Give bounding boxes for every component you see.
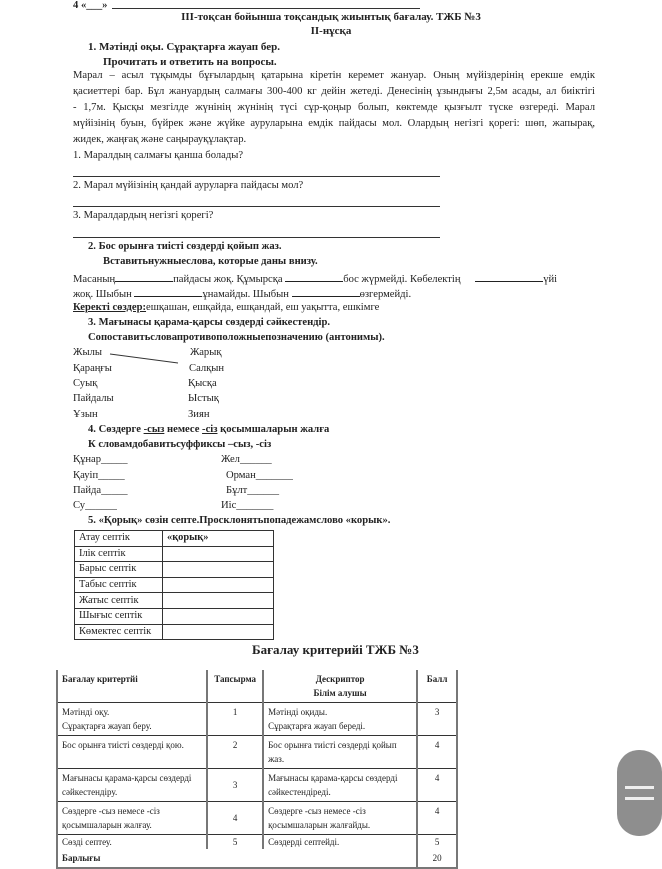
name-line [112, 8, 420, 9]
word-bank-label: Керекті сөздер: [73, 302, 147, 313]
criterion: Бос орынға тиісті сөздерді қою. [57, 736, 207, 769]
blank[interactable] [115, 272, 173, 282]
suffix-item[interactable]: Орман_______ [226, 470, 293, 481]
criterion: Мәтінді оқу. Сұрақтарға жауап беру. [57, 703, 207, 736]
suffix-item[interactable]: Қауіп_____ [73, 470, 125, 481]
case-answer[interactable] [163, 546, 274, 562]
case-answer[interactable]: «қорық» [163, 531, 274, 547]
score: 4 [417, 736, 457, 769]
criteria-table [56, 670, 458, 869]
descriptor: Сөздерді септейді. [263, 835, 417, 850]
descriptor: Мәтінді оқиды. Сұрақтарға жауап береді. [263, 703, 417, 736]
page-title: ІІІ-тоқсан бойынша тоқсандық жиынтық бағалау. ТЖБ №3 [181, 11, 481, 23]
table-row [57, 835, 457, 850]
task2-subtitle: Вставитьнужныеслова, которые даны внизу. [103, 256, 318, 267]
variant-label: ІІ-нұсқа [310, 25, 352, 37]
text-line: - 1,7м. Қысқы мезгілде жүнінің жүнінің түсі сұр-қоңыр болып, көктемде қызғылт түске өзгереді. Марал [73, 102, 595, 113]
answer-line-1[interactable] [73, 176, 440, 177]
task-number: 2 [207, 736, 263, 769]
blank[interactable] [285, 272, 343, 282]
declension-table [74, 530, 274, 640]
case-name: Барыс септік [75, 562, 163, 578]
answer-line-3[interactable] [73, 237, 440, 238]
text: үйі [543, 274, 558, 285]
suffix-item[interactable]: Су______ [73, 500, 117, 511]
menu-scroll-button[interactable] [617, 750, 662, 836]
case-name: Жатыс септік [75, 593, 163, 609]
header-task: Тапсырма [207, 670, 263, 703]
suffix-item[interactable]: Пайда_____ [73, 485, 128, 496]
task1-title: 1. Мәтінді оқы. Сұрақтарға жауап бер. [88, 41, 280, 53]
blank[interactable] [475, 272, 543, 282]
score: 3 [417, 703, 457, 736]
task2-title: 2. Бос орынға тиісті сөздерді қойып жаз. [88, 241, 282, 252]
menu-icon [625, 797, 654, 800]
text: бос жүрмейді. Көбелектің [343, 274, 461, 285]
case-answer[interactable] [163, 608, 274, 624]
question-2: 2. Марал мүйізінің қандай ауруларға пайдасы мол? [73, 180, 304, 191]
question-3: 3. Маралдардың негізгі қорегі? [73, 210, 214, 221]
right-word: Зиян [188, 409, 210, 420]
text: өзгермейді. [359, 289, 412, 300]
text: Масаның [73, 274, 116, 285]
task-number: 4 [207, 802, 263, 835]
descriptor: Мағынасы қарама-қарсы сөздерді сәйкестендіреді. [263, 769, 417, 802]
total-label: Барлығы [57, 849, 417, 868]
case-answer[interactable] [163, 624, 274, 640]
fill-sentence-2 [73, 287, 411, 300]
text-line: мүйізінің буын, бүйрек және жүйке ауруларына емдік пайдасы мол. Олардың негізгі қорегі: шөп, жапырақ, [73, 118, 595, 129]
answer-line-2[interactable] [73, 206, 440, 207]
criteria-title: Бағалау критерийі ТЖБ №3 [252, 642, 419, 657]
text-line: қасиеттері бар. Бұл жануардың салмағы 300-400 кг дейін жетеді. Денесінің ұзындығы 2,5м асады, ал биіктігі [73, 86, 595, 97]
task5-title: 5. «Қорық» сөзін септе.Просклонятьпопадежамслово «корык». [88, 515, 391, 526]
total-row [57, 849, 457, 868]
task-number: 1 [207, 703, 263, 736]
left-word: Жылы [73, 347, 103, 358]
left-word: Суық [73, 378, 98, 389]
criterion: Сөзді септеу. [57, 835, 207, 850]
right-word: Ыстық [188, 393, 219, 404]
text-line: Марал – асыл тұқымды бұғылардың қатарына кіретін керемет жануар. Оның мүйіздерінің ерекше емдік [73, 70, 595, 81]
case-name: Табыс септік [75, 577, 163, 593]
word-bank-words: ешқашан, ешқайда, ешқандай, еш уақытта, ешкімге [146, 302, 380, 313]
score: 4 [417, 802, 457, 835]
case-name: Ілік септік [75, 546, 163, 562]
right-word: Салқын [189, 363, 225, 374]
score: 4 [417, 769, 457, 802]
right-word: Қысқа [188, 378, 217, 389]
left-word: Қараңғы [73, 363, 112, 374]
date-field: 4 «___» [73, 0, 108, 11]
score: 5 [417, 835, 457, 850]
task4-title: 4. Сөздерге -сыз немесе -сіз қосымшаларын жалға [88, 424, 330, 435]
table-row [57, 703, 457, 736]
task4-subtitle: К словамдобавитьсуффиксы –сыз, -сіз [88, 439, 272, 450]
case-name: Атау септік [75, 531, 163, 547]
descriptor: Бос орынға тиісті сөздерді қойып жаз. [263, 736, 417, 769]
blank[interactable] [292, 287, 360, 297]
task-number: 3 [207, 769, 263, 802]
word-bank [73, 302, 379, 313]
table-row [57, 769, 457, 802]
descriptor: Сөздерге -сыз немесе -сіз қосымшаларын жалғайды. [263, 802, 417, 835]
right-word: Жарық [190, 347, 222, 358]
task1-subtitle: Прочитать и ответить на вопросы. [103, 56, 277, 68]
case-answer[interactable] [163, 593, 274, 609]
table-row [57, 736, 457, 769]
case-answer[interactable] [163, 577, 274, 593]
table-row [57, 802, 457, 835]
criterion: Мағынасы қарама-қарсы сөздерді сәйкестендіру. [57, 769, 207, 802]
total-score: 20 [417, 849, 457, 868]
suffix-item[interactable]: Бұлт______ [226, 485, 280, 496]
menu-icon [625, 786, 654, 789]
suffix-item[interactable]: Құнар_____ [73, 454, 128, 465]
suffix-item[interactable]: Иіс_______ [221, 500, 274, 511]
task3-title: 3. Мағынасы қарама-қарсы сөздерді сәйкестендір. [88, 317, 331, 328]
header-score: Балл [417, 670, 457, 703]
question-1: 1. Маралдың салмағы қанша болады? [73, 150, 244, 161]
header-criterion: Бағалау критертйі [57, 670, 207, 703]
header-descriptor: Дескриптор Білім алушы [263, 670, 417, 703]
case-name: Көмектес септік [75, 624, 163, 640]
match-line [108, 352, 180, 366]
suffix-item[interactable]: Жел______ [221, 454, 272, 465]
case-answer[interactable] [163, 562, 274, 578]
text: жоқ. Шыбын [73, 289, 132, 300]
case-name: Шығыс септік [75, 608, 163, 624]
fill-sentence-1 [73, 272, 557, 285]
text: пайдасы жоқ. Құмырсқа [173, 274, 283, 285]
task-number: 5 [207, 835, 263, 850]
criterion: Сөздерге -сыз немесе -сіз қосымшаларын жалғау. [57, 802, 207, 835]
left-word: Пайдалы [73, 393, 114, 404]
text: ұнамайды. Шыбын [202, 289, 289, 300]
left-word: Ұзын [73, 409, 98, 420]
blank[interactable] [134, 287, 202, 297]
task3-subtitle: Сопоставитьсловапротивоположныепозначению (антонимы). [88, 332, 385, 343]
text-line: жидек, жаңғақ және саңырауқұлақтар. [73, 134, 247, 145]
